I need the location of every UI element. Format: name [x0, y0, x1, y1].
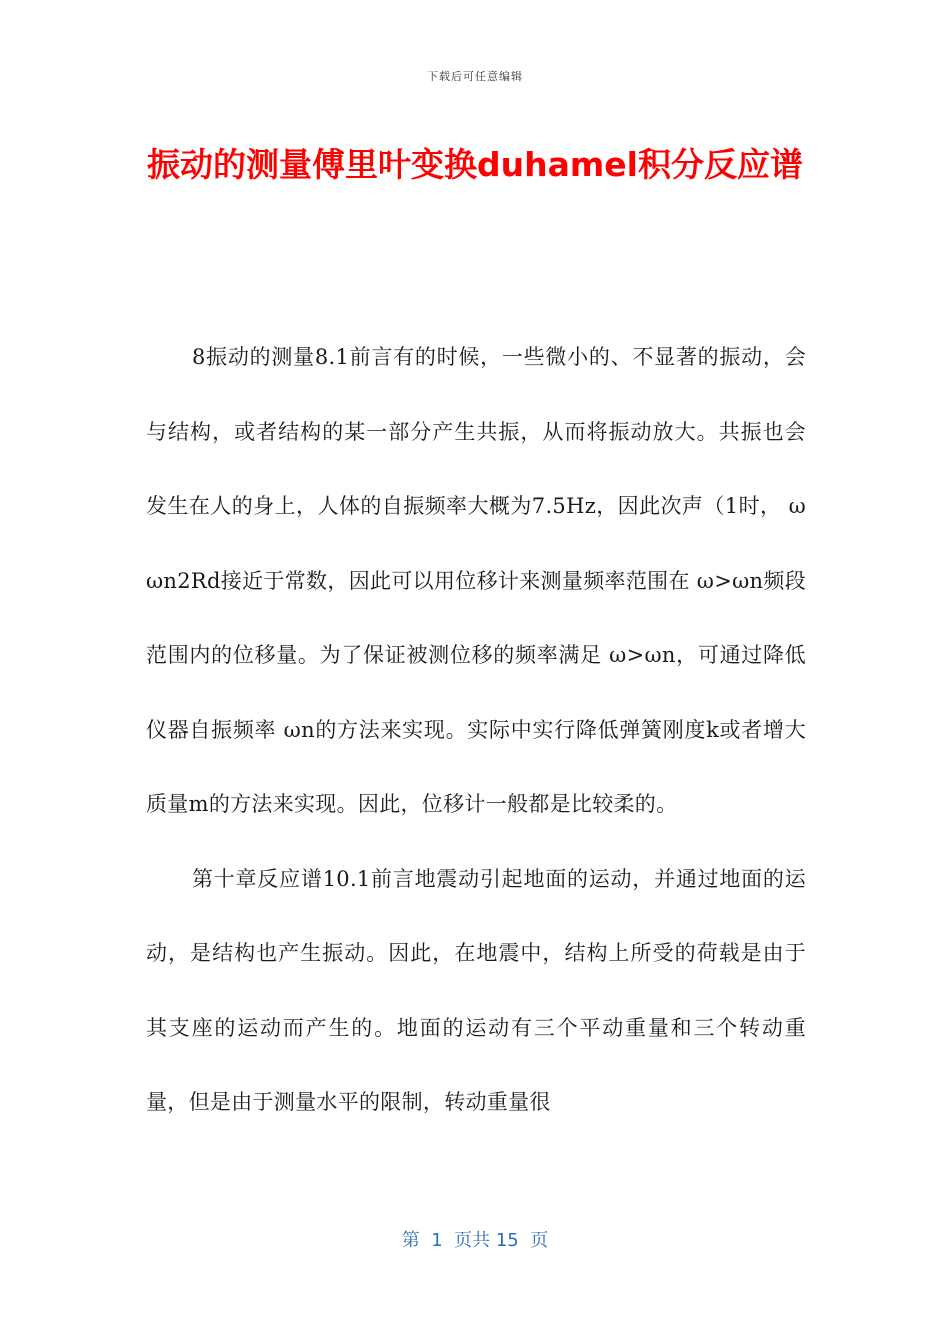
page-footer: 第 1 页共 15 页	[401, 1230, 549, 1251]
paragraph-2: 第十章反应谱10.1前言地震动引起地面的运动，并通过地面的运动，是结构也产生振动。因此，在地震中，结构上所受的荷载是由于其支座的运动而产生的。地面的运动有三个平动重量和三个转动重量，但是由于测量水平的限制，转动重量很	[146, 866, 806, 1114]
document-body	[146, 320, 806, 1140]
paragraph-1: 8振动的测量8.1前言有的时候，一些微小的、不显著的振动，会与结构，或者结构的某一部分产生共振，从而将振动放大。共振也会发生在人的身上，人体的自振频率大概为7.5Hz，因此次声（1时， ω ωn2Rd接近于常数，因此可以用位移计来测量频率范围在 ω>ωn频段范围内的位移量。为了保证被测位移的频率满足 ω>ωn，可通过降低仪器自振频率 ωn的方法来实现。实际中实行降低弹簧刚度k或者增大质量m的方法来实现。因此，位移计一般都是比较柔的。	[146, 345, 806, 816]
document-title: 振动的测量傅里叶变换duhamel积分反应谱	[147, 145, 803, 184]
header-note: 下载后可任意编辑	[427, 70, 523, 83]
